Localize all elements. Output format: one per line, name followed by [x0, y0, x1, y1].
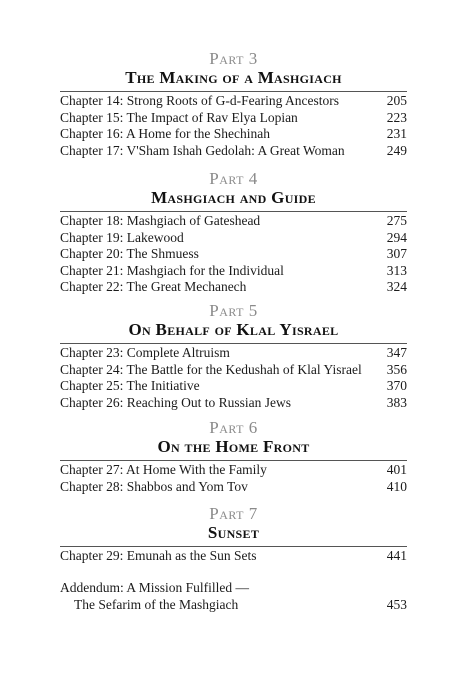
toc-entry[interactable] — [60, 345, 407, 362]
chapter-title: Chapter 15: The Impact of Rav Elya Lopian — [60, 109, 298, 125]
toc-entry[interactable] — [60, 110, 407, 127]
chapter-title: Chapter 14: Strong Roots of G-d-Fearing Ancestors — [60, 93, 339, 108]
part-label: Part 3 — [209, 49, 258, 68]
divider — [60, 91, 407, 92]
page-number: 223 — [386, 109, 407, 125]
divider — [60, 460, 407, 461]
toc-entry[interactable] — [60, 230, 407, 247]
chapter-title: Chapter 22: The Great Mechanech — [60, 279, 247, 294]
page-number: 347 — [386, 345, 407, 360]
chapter-title: Chapter 21: Mashgiach for the Individual — [60, 262, 284, 278]
page-number: 231 — [386, 126, 407, 141]
toc-entry[interactable] — [60, 93, 407, 110]
part-label: Part 7 — [209, 504, 258, 523]
toc-entry[interactable] — [60, 395, 407, 412]
page-number: 401 — [386, 462, 407, 477]
toc-entry[interactable] — [60, 213, 407, 230]
page-number: 441 — [386, 548, 407, 563]
toc-entry[interactable] — [60, 548, 407, 565]
chapter-title: Chapter 17: V'Sham Ishah Gedolah: A Great Woman — [60, 142, 345, 158]
page-number: 370 — [386, 378, 407, 393]
part-title: The Making of a Mashgiach — [125, 68, 342, 87]
part-section — [60, 419, 407, 495]
part-label: Part 4 — [209, 169, 258, 188]
addendum-subtitle-row — [60, 597, 407, 614]
chapter-title: Chapter 20: The Shmuess — [60, 246, 199, 261]
page-number: 205 — [386, 93, 407, 108]
chapter-title: Chapter 28: Shabbos and Yom Tov — [60, 478, 248, 494]
chapter-title: Chapter 24: The Battle for the Kedushah of Klal Yisrael — [60, 361, 362, 377]
page-number: 307 — [386, 246, 407, 261]
chapter-title: Chapter 16: A Home for the Shechinah — [60, 126, 270, 141]
toc-entry[interactable] — [60, 378, 407, 395]
divider — [60, 343, 407, 344]
toc-entry[interactable] — [60, 246, 407, 263]
toc-entry[interactable] — [60, 143, 407, 160]
part-section — [60, 170, 407, 296]
addendum-title: Addendum: A Mission Fulfilled — — [60, 580, 250, 595]
part-section — [60, 50, 407, 159]
part-title: On Behalf of Klal Yisrael — [128, 320, 339, 339]
part-label: Part 6 — [209, 418, 258, 437]
part-title: On the Home Front — [157, 437, 310, 456]
addendum-entry[interactable] — [60, 580, 407, 613]
part-label: Part 5 — [209, 301, 258, 320]
part-title: Mashgiach and Guide — [151, 188, 316, 207]
part-title: Sunset — [207, 523, 260, 542]
toc-entry[interactable] — [60, 362, 407, 379]
chapter-title: Chapter 18: Mashgiach of Gateshead — [60, 213, 261, 228]
chapter-title: Chapter 23: Complete Altruism — [60, 345, 230, 360]
toc-entry[interactable] — [60, 462, 407, 479]
divider — [60, 211, 407, 212]
chapter-title: Chapter 25: The Initiative — [60, 378, 200, 393]
toc-entry[interactable] — [60, 479, 407, 496]
page-number: 383 — [386, 394, 407, 410]
page-number: 356 — [386, 361, 407, 377]
toc-entry[interactable] — [60, 263, 407, 280]
toc-entry[interactable] — [60, 126, 407, 143]
divider — [60, 546, 407, 547]
toc-entry[interactable] — [60, 279, 407, 296]
page-number: 294 — [386, 229, 407, 245]
page-number: 324 — [386, 279, 407, 294]
addendum-subtitle: The Sefarim of the Mashgiach — [74, 596, 239, 612]
page-number: 453 — [386, 596, 407, 612]
chapter-title: Chapter 19: Lakewood — [60, 229, 184, 245]
chapter-title: Chapter 26: Reaching Out to Russian Jews — [60, 394, 291, 410]
part-section — [60, 302, 407, 411]
chapter-title: Chapter 27: At Home With the Family — [60, 462, 267, 477]
page-number: 275 — [386, 213, 407, 228]
part-section — [60, 505, 407, 565]
page-number: 249 — [386, 142, 407, 158]
chapter-title: Chapter 29: Emunah as the Sun Sets — [60, 548, 257, 563]
page-number: 313 — [386, 262, 407, 278]
page-number: 410 — [386, 478, 407, 494]
